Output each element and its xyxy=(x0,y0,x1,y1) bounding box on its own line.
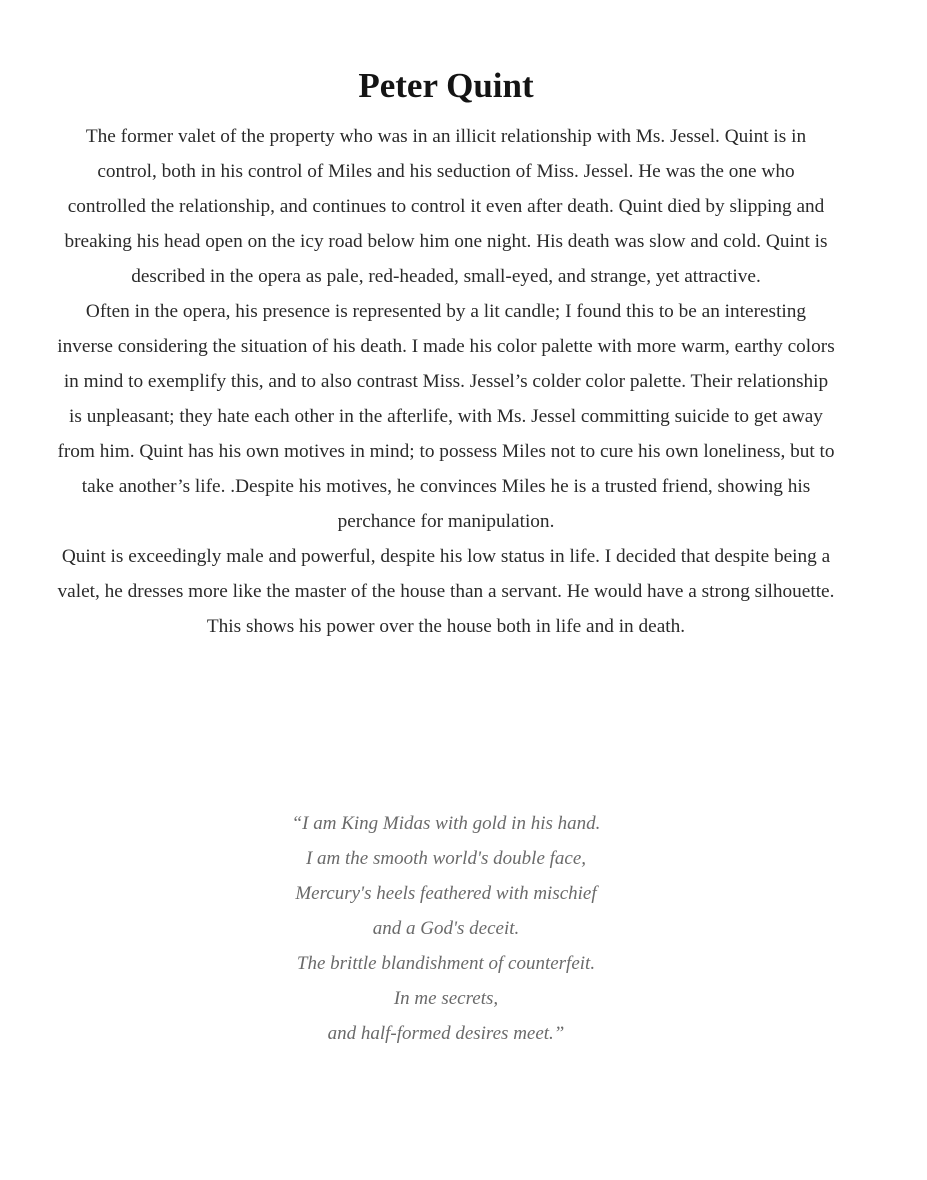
paragraph-symbolism: Often in the opera, his presence is represented by a lit candle; I found this to be an interesting inverse considering the situation of his death. I made his color palette with more warm, earthy colors in mind to exemplify this, and to also contrast Miss. Jessel’s colder color palette. Their relationship is unpleasant; they hate each other in the afterlife, with Ms. Jessel committing suicide to get away from him. Quint has his own motives in mind; to possess Miles not to cure his own loneliness, but to take another’s life. .Despite his motives, he convinces Miles he is a trusted friend, showing his perchance for manipulation. xyxy=(57,301,835,532)
poem-line: and a God's deceit. xyxy=(372,918,520,939)
paragraph-intro: The former valet of the property who was in an illicit relationship with Ms. Jessel. Quint is in control, both in his control of Miles and his seduction of Miss. Jessel. He was the one who controlled the relationship, and continues to control it even after death. Quint died by slipping and breaking his head open on the icy road below him one night. His death was slow and cold. Quint is described in the opera as pale, red-headed, small-eyed, and strange, yet attractive. xyxy=(64,126,828,287)
poem-line: “I am King Midas with gold in his hand. xyxy=(291,813,601,834)
poem-quote xyxy=(0,806,892,1051)
poem-line: In me secrets, xyxy=(393,988,499,1009)
poem-line: I am the smooth world's double face, xyxy=(305,848,587,869)
poem-line: Mercury's heels feathered with mischief xyxy=(295,883,597,904)
paragraph-costume: Quint is exceedingly male and powerful, despite his low status in life. I decided that despite being a valet, he dresses more like the master of the house than a servant. He would have a strong silhouette. This shows his power over the house both in life and in death. xyxy=(57,546,835,637)
page-title: Peter Quint xyxy=(358,66,534,105)
poem-line: The brittle blandishment of counterfeit. xyxy=(296,953,596,974)
poem-line: and half-formed desires meet.” xyxy=(327,1023,565,1044)
character-description xyxy=(56,119,836,644)
